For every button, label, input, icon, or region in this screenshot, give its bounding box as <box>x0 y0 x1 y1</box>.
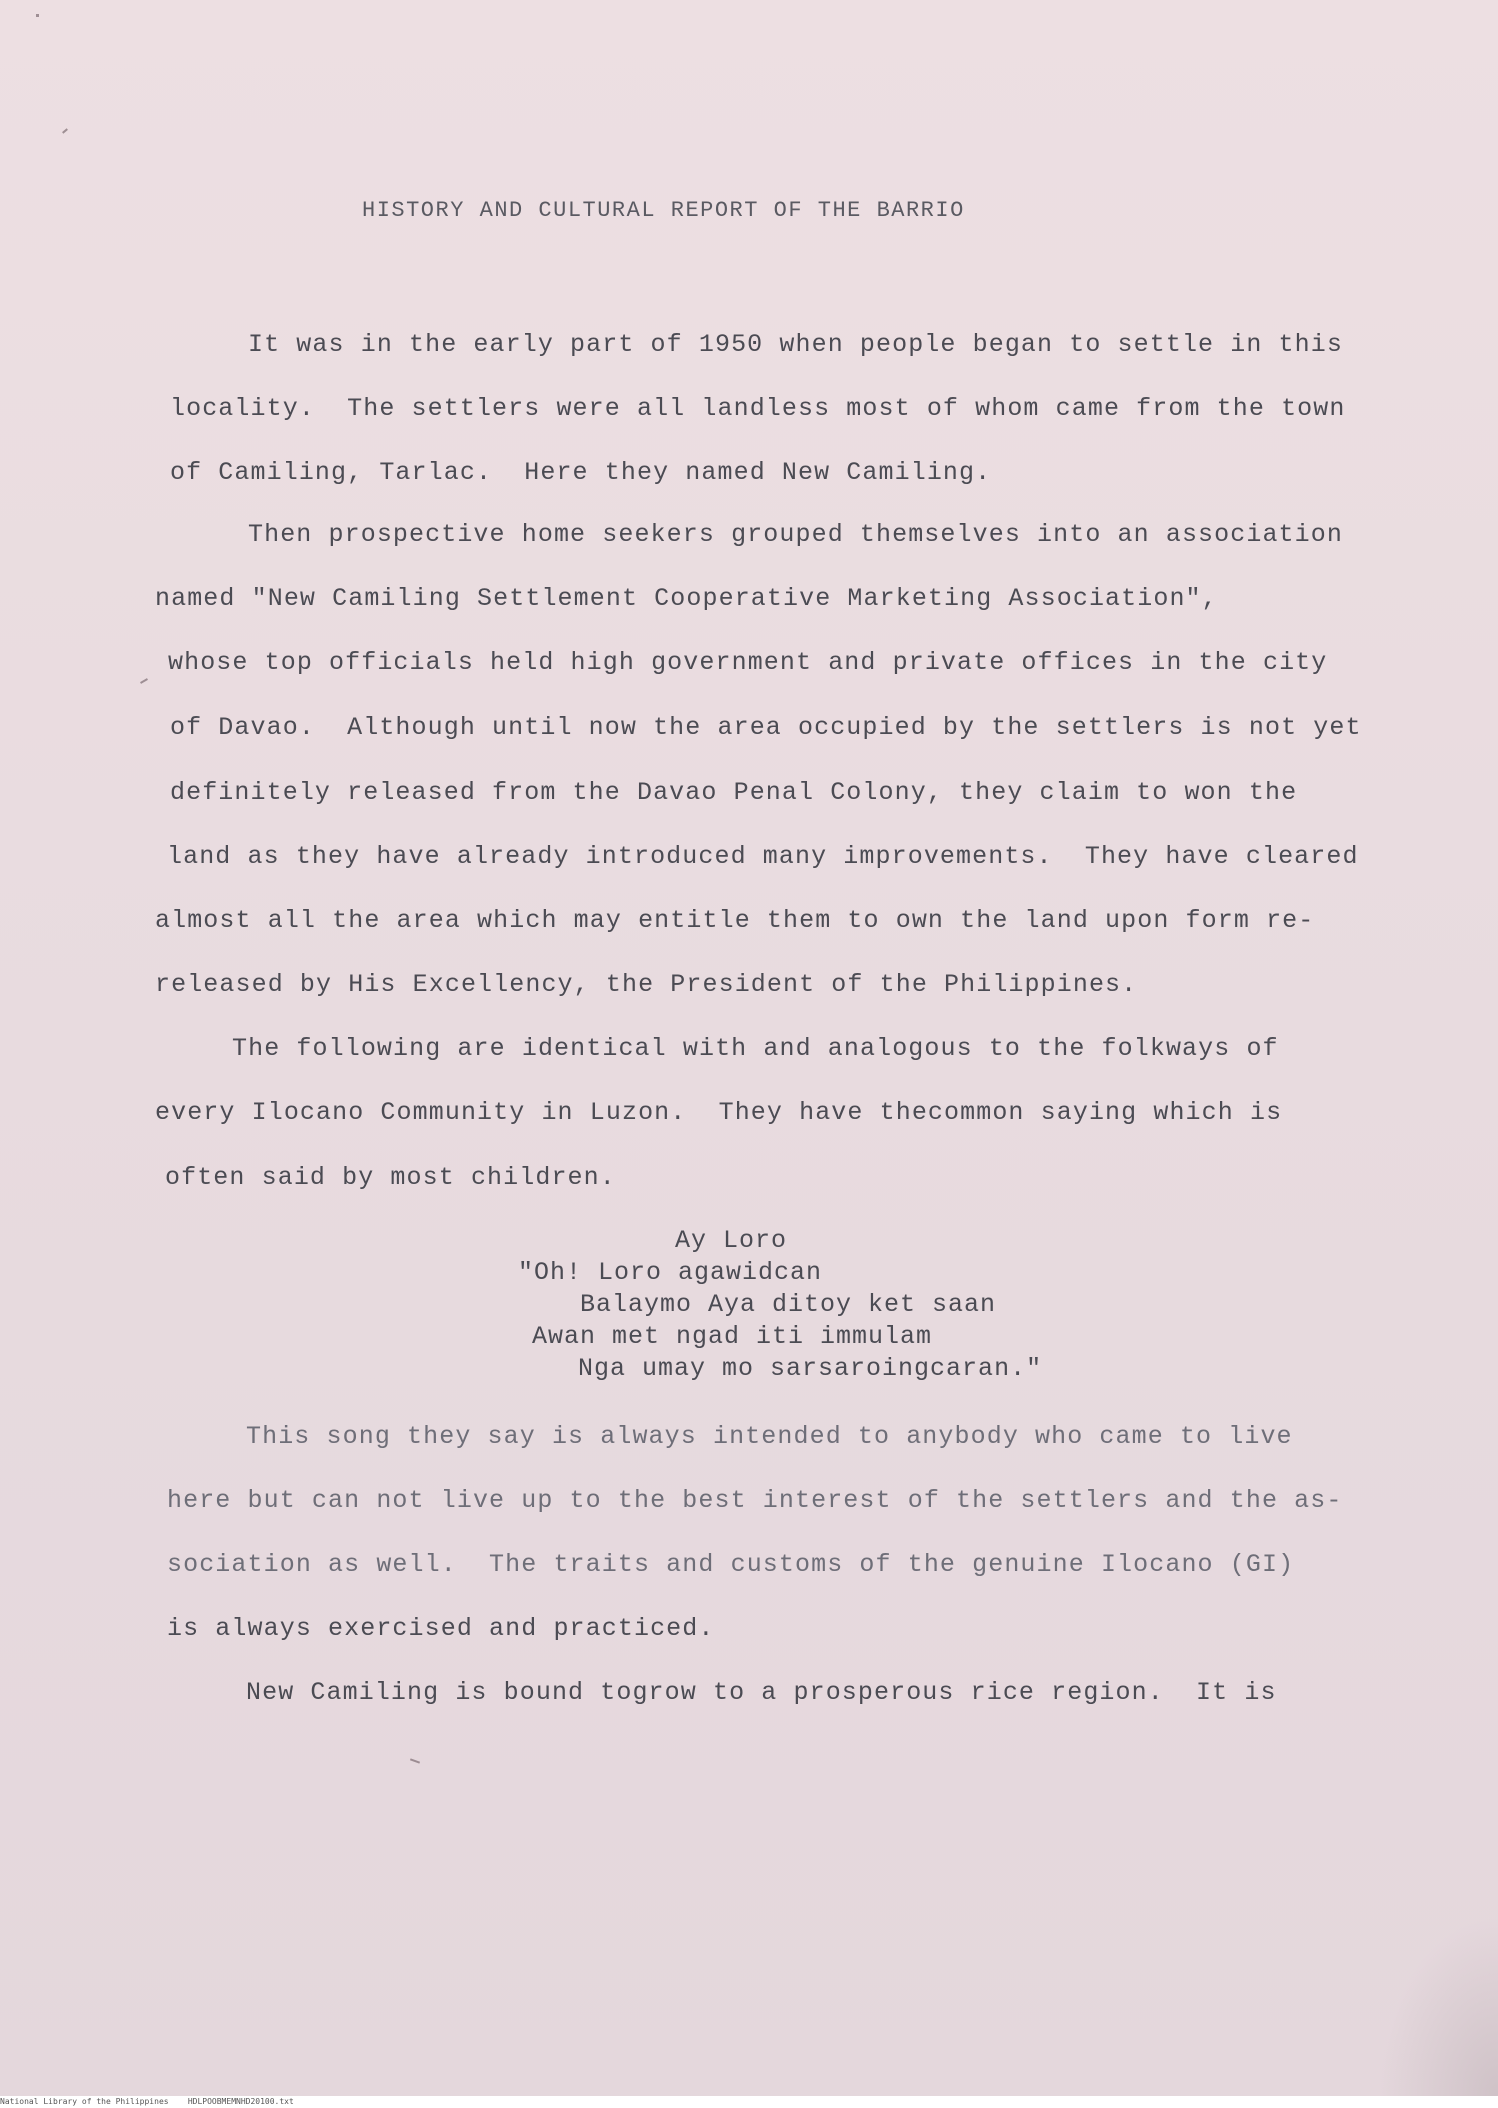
paragraph4-line3: sociation as well. The traits and customs of the genuine Ilocano (GI) <box>167 1550 1295 1579</box>
poem-line3: Awan met ngad iti immulam <box>532 1322 933 1351</box>
paragraph2-line5: definitely released from the Davao Penal Colony, they claim to won the <box>170 778 1298 807</box>
paragraph2-line1: Then prospective home seekers grouped themselves into an association <box>248 520 1343 549</box>
speck-mark <box>140 678 148 684</box>
scan-footer: National Library of the Philippines HDLPOOBMEMNHD20100.txt <box>0 2096 1498 2108</box>
paragraph4-line1: This song they say is always intended to anybody who came to live <box>246 1422 1293 1451</box>
paragraph1-line2: locality. The settlers were all landless most of whom came from the town <box>170 394 1346 423</box>
document-title: HISTORY AND CULTURAL REPORT OF THE BARRIO <box>362 198 965 223</box>
poem-title: Ay Loro <box>675 1226 788 1255</box>
poem-line1: "Oh! Loro agawidcan <box>518 1258 823 1287</box>
poem-line4: Nga umay mo sarsaroingcaran." <box>578 1354 1043 1383</box>
paragraph4-line2: here but can not live up to the best interest of the settlers and the as- <box>167 1486 1343 1515</box>
paragraph1-line3: of Camiling, Tarlac. Here they named New Camiling. <box>170 458 992 487</box>
paragraph5-line1: New Camiling is bound togrow to a prosperous rice region. It is <box>246 1678 1277 1707</box>
speck-mark <box>62 128 68 133</box>
paragraph2-line4: of Davao. Although until now the area occupied by the settlers is not yet <box>170 713 1362 742</box>
paragraph1-line1: It was in the early part of 1950 when people began to settle in this <box>248 330 1343 359</box>
paragraph3-line1: The following are identical with and analogous to the folkways of <box>232 1034 1279 1063</box>
paragraph2-line2: named "New Camiling Settlement Cooperative Marketing Association", <box>155 584 1218 613</box>
speck-mark <box>410 1758 420 1763</box>
paragraph2-line6: land as they have already introduced many improvements. They have cleared <box>167 842 1359 871</box>
paragraph2-line8: released by His Excellency, the President of the Philippines. <box>155 970 1138 999</box>
paragraph3-line3: often said by most children. <box>165 1163 616 1192</box>
speck-mark <box>36 14 39 17</box>
paragraph2-line3: whose top officials held high government and private offices in the city <box>168 648 1328 677</box>
paragraph3-line2: every Ilocano Community in Luzon. They have thecommon saying which is <box>155 1098 1283 1127</box>
poem-line2: Balaymo Aya ditoy ket saan <box>580 1290 997 1319</box>
paragraph4-line4: is always exercised and practiced. <box>167 1614 715 1643</box>
paragraph2-line7: almost all the area which may entitle them to own the land upon form re- <box>155 906 1315 935</box>
